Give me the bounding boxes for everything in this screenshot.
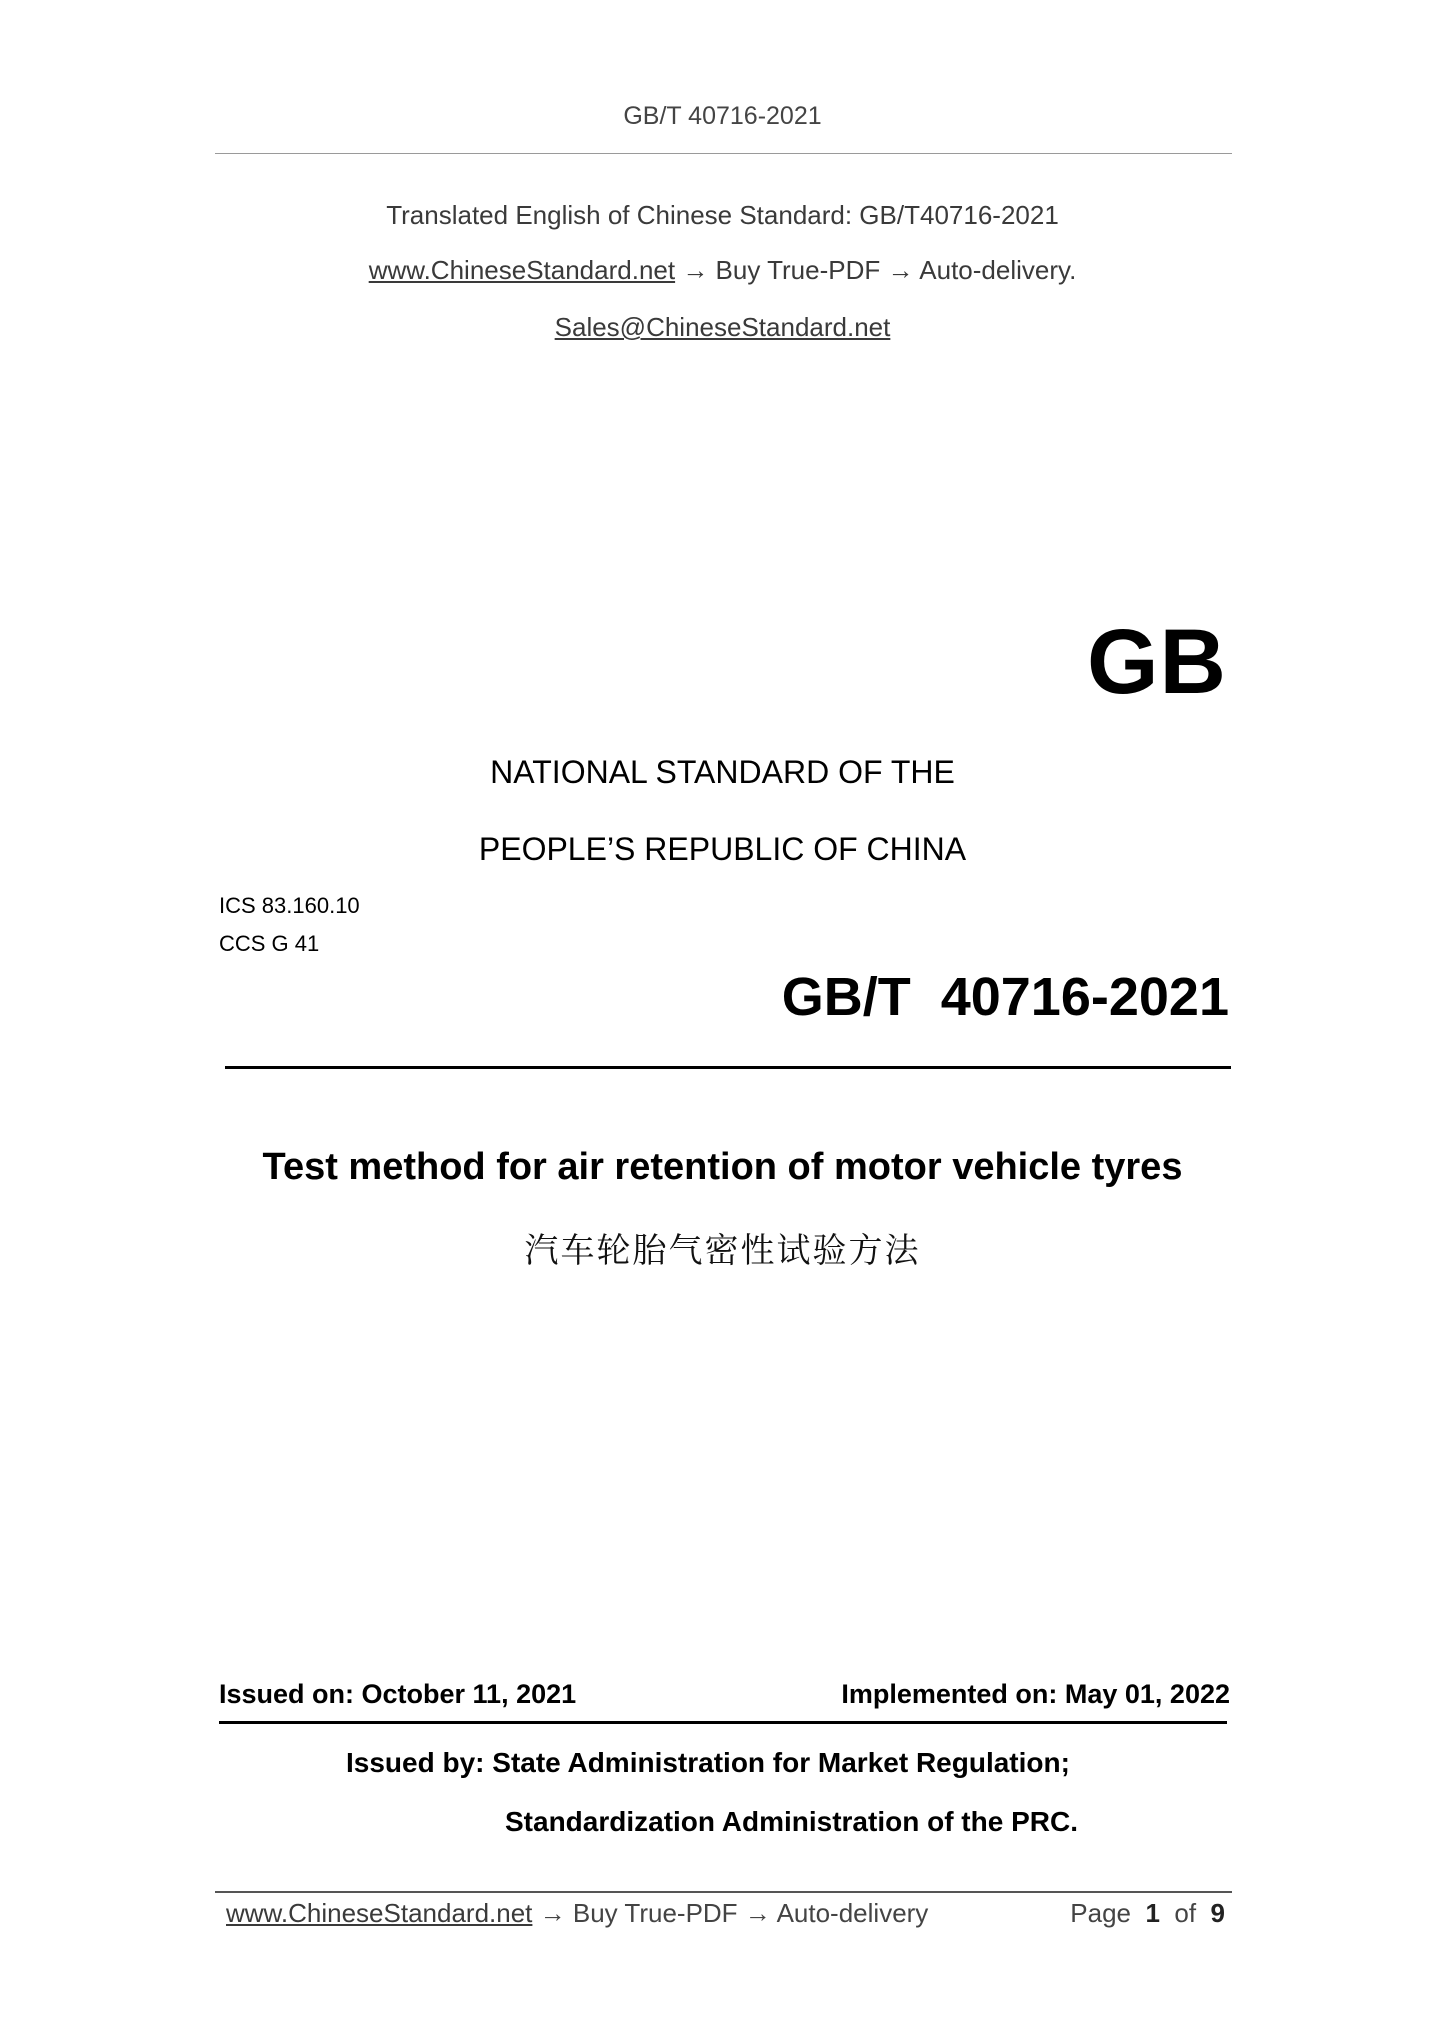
email-line — [0, 312, 1445, 343]
total-pages: 9 — [1210, 1898, 1225, 1928]
site-link[interactable]: www.ChineseStandard.net — [368, 255, 676, 285]
document-title-english: Test method for air retention of motor vehicle tyres — [262, 1146, 1183, 1188]
footer-divider — [215, 1891, 1232, 1893]
page-indicator — [1070, 1898, 1225, 1929]
national-standard-line1: NATIONAL STANDARD OF THE — [490, 754, 955, 790]
footer-site-link[interactable]: www.ChineseStandard.net — [226, 1898, 533, 1928]
document-title-chinese: 汽车轮胎气密性试验方法 — [524, 1231, 921, 1271]
issued-by-line1: Issued by: State Administration for Market Regulation; — [346, 1747, 1070, 1778]
sales-email-link[interactable]: Sales@ChineseStandard.net — [554, 312, 891, 342]
implemented-on-date: Implemented on: May 01, 2022 — [841, 1679, 1230, 1709]
translation-notice: Translated English of Chinese Standard: GB/T40716-2021 — [386, 200, 1059, 230]
ics-code: ICS 83.160.10 — [219, 893, 360, 918]
ccs-code: CCS G 41 — [219, 931, 320, 956]
issued-on-date: Issued on: October 11, 2021 — [219, 1679, 577, 1709]
page-label: Page — [1070, 1898, 1132, 1928]
issue-divider — [219, 1721, 1227, 1724]
footer-purchase-text: → Buy True-PDF → Auto-delivery — [532, 1898, 929, 1928]
running-header-title: GB/T 40716-2021 — [623, 102, 822, 130]
issued-by-line2: Standardization Administration of the PRC. — [505, 1806, 1078, 1837]
page-number: 1 — [1145, 1898, 1160, 1928]
standard-number: GB/T 40716-2021 — [781, 967, 1229, 1027]
gb-mark: GB — [1087, 611, 1227, 713]
header-divider — [215, 153, 1232, 154]
footer-purchase-line — [226, 1898, 928, 1929]
purchase-text: → Buy True-PDF → Auto-delivery. — [675, 255, 1077, 285]
title-divider — [225, 1066, 1231, 1069]
of-label: of — [1174, 1898, 1197, 1928]
purchase-line — [0, 255, 1445, 286]
national-standard-line2: PEOPLE’S REPUBLIC OF CHINA — [478, 831, 967, 867]
